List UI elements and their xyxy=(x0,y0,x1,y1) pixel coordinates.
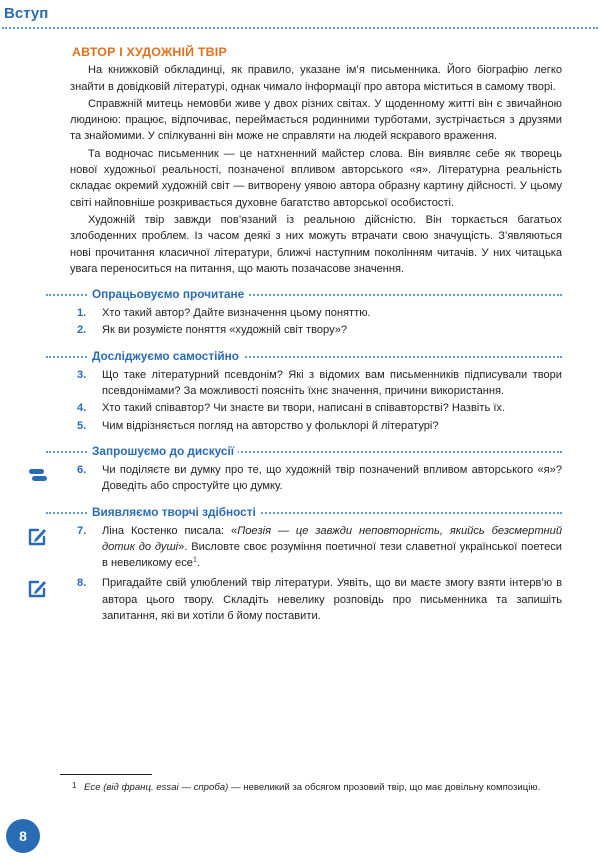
task-heading-bar xyxy=(70,286,562,304)
question-text: Як ви розумієте поняття «художній світ твору»? xyxy=(102,324,348,337)
main-content xyxy=(70,44,562,624)
question-text-end: . xyxy=(196,557,200,570)
question-text-rest: ». Висловте своє розуміння поетичної тези славетної української поетеси в невеликому есе xyxy=(102,540,562,570)
question-item xyxy=(70,305,562,321)
question-item xyxy=(70,418,562,434)
question-text: Хто такий автор? Дайте визначення цьому поняттю. xyxy=(102,307,371,320)
footnote-text: — невеликий за обсягом прозовий твір, що має довільну композицію. xyxy=(228,782,541,793)
section-title: АВТОР І ХУДОЖНІЙ ТВІР xyxy=(72,45,227,59)
question-item xyxy=(70,462,562,495)
task-heading: Опрацьовуємо прочитане xyxy=(88,286,248,302)
task-heading-bar xyxy=(70,348,562,366)
task-heading-bar xyxy=(70,504,562,522)
question-number: 2. xyxy=(77,324,87,337)
footnote-divider xyxy=(60,774,152,775)
footnote-term: Есе (від франц. essai — спроба) xyxy=(84,782,229,793)
question-item xyxy=(70,367,562,400)
paragraph: Справжній митець немовби живе у двох різних світах. У щоденному житті він є звичайною людиною: працює, відпочиває, переймається родинними турботами, зустрічається з друзями та знайомими. У спілкуванні він може не справляти на людей яскравого враження. xyxy=(70,97,562,143)
question-text: Пригадайте свій улюблений твір літератури. Уявіть, що ви маєте змогу взяти інтерв’ю в автора цього твору. Складіть невелику розповідь про письменника та запишіть запитання, які ви хотіли б йому поставити. xyxy=(102,577,562,623)
question-text xyxy=(102,523,562,572)
question-text-start: Ліна Костенко писала: « xyxy=(102,524,238,537)
discussion-icon xyxy=(26,464,48,486)
paragraph: Та водночас письменник — це натхненний майстер слова. Він виявляє себе як творець нової художньої реальності, позначеної впливом авторського «я». Літературна реальність складає окремий художній світ — витворену уявою автора образну картину дійсності. У цьому світі найповніше розкривається духовне багатство авторської особистості. xyxy=(70,147,562,209)
question-item xyxy=(70,322,562,338)
task-heading: Виявляємо творчі здібності xyxy=(88,504,260,520)
header-title: Вступ xyxy=(4,5,49,22)
question-number: 6. xyxy=(77,463,87,476)
writing-icon xyxy=(26,577,48,599)
header-dotted-rule xyxy=(2,27,598,29)
footnote-ref: 1 xyxy=(192,556,197,564)
question-number: 8. xyxy=(77,577,87,590)
question-number: 7. xyxy=(77,524,87,537)
paragraph: На книжковій обкладинці, як правило, указане ім’я письменника. Його біографію легко знайти в довідковій літературі, однак чимало інформації про автора міститься в самому творі. xyxy=(70,64,562,93)
question-number: 4. xyxy=(77,402,87,415)
question-text: Чим відрізняється погляд на авторство у фольклорі й літературі? xyxy=(102,419,439,432)
page-header xyxy=(0,0,600,34)
quote-text: Поезія — це завжди неповторність, якийсь безсмертний дотик до душі xyxy=(102,524,563,553)
page-number: 8 xyxy=(6,819,40,853)
question-number: 3. xyxy=(77,368,87,381)
writing-icon xyxy=(26,525,48,547)
footnote xyxy=(70,781,562,795)
question-item xyxy=(70,575,562,624)
question-text: Чи поділяєте ви думку про те, що художній твір позначений впливом авторського «я»? Доведіть або спростуйте цю думку. xyxy=(102,463,562,493)
footnote-mark: 1 xyxy=(72,781,77,790)
task-heading-bar xyxy=(70,443,562,461)
question-item xyxy=(70,400,562,416)
question-text: Хто такий співавтор? Чи знаєте ви твори, написані в співавторстві? Назвіть їх. xyxy=(102,402,506,415)
paragraph: Художній твір завжди пов’язаний із реальною дійсністю. Він торкається багатьох злободенних проблем. Із часом деякі з них можуть втрачати свою значущість. З’являються нові прочитання класичної літератури, ближчі наступним поколінням читачів. У них читацька увага переноситься на питання, що мають позачасове значення. xyxy=(70,213,562,275)
task-heading: Запрошуємо до дискусії xyxy=(88,443,238,459)
question-item xyxy=(70,523,562,572)
question-number: 1. xyxy=(77,307,87,320)
question-number: 5. xyxy=(77,419,87,432)
question-text: Що таке літературний псевдонім? Які з відомих вам письменників підписували твори псевдонімами? За можливості поясніть їхнє значення, причини використання. xyxy=(102,368,562,398)
task-heading: Досліджуємо самостійно xyxy=(88,348,243,364)
